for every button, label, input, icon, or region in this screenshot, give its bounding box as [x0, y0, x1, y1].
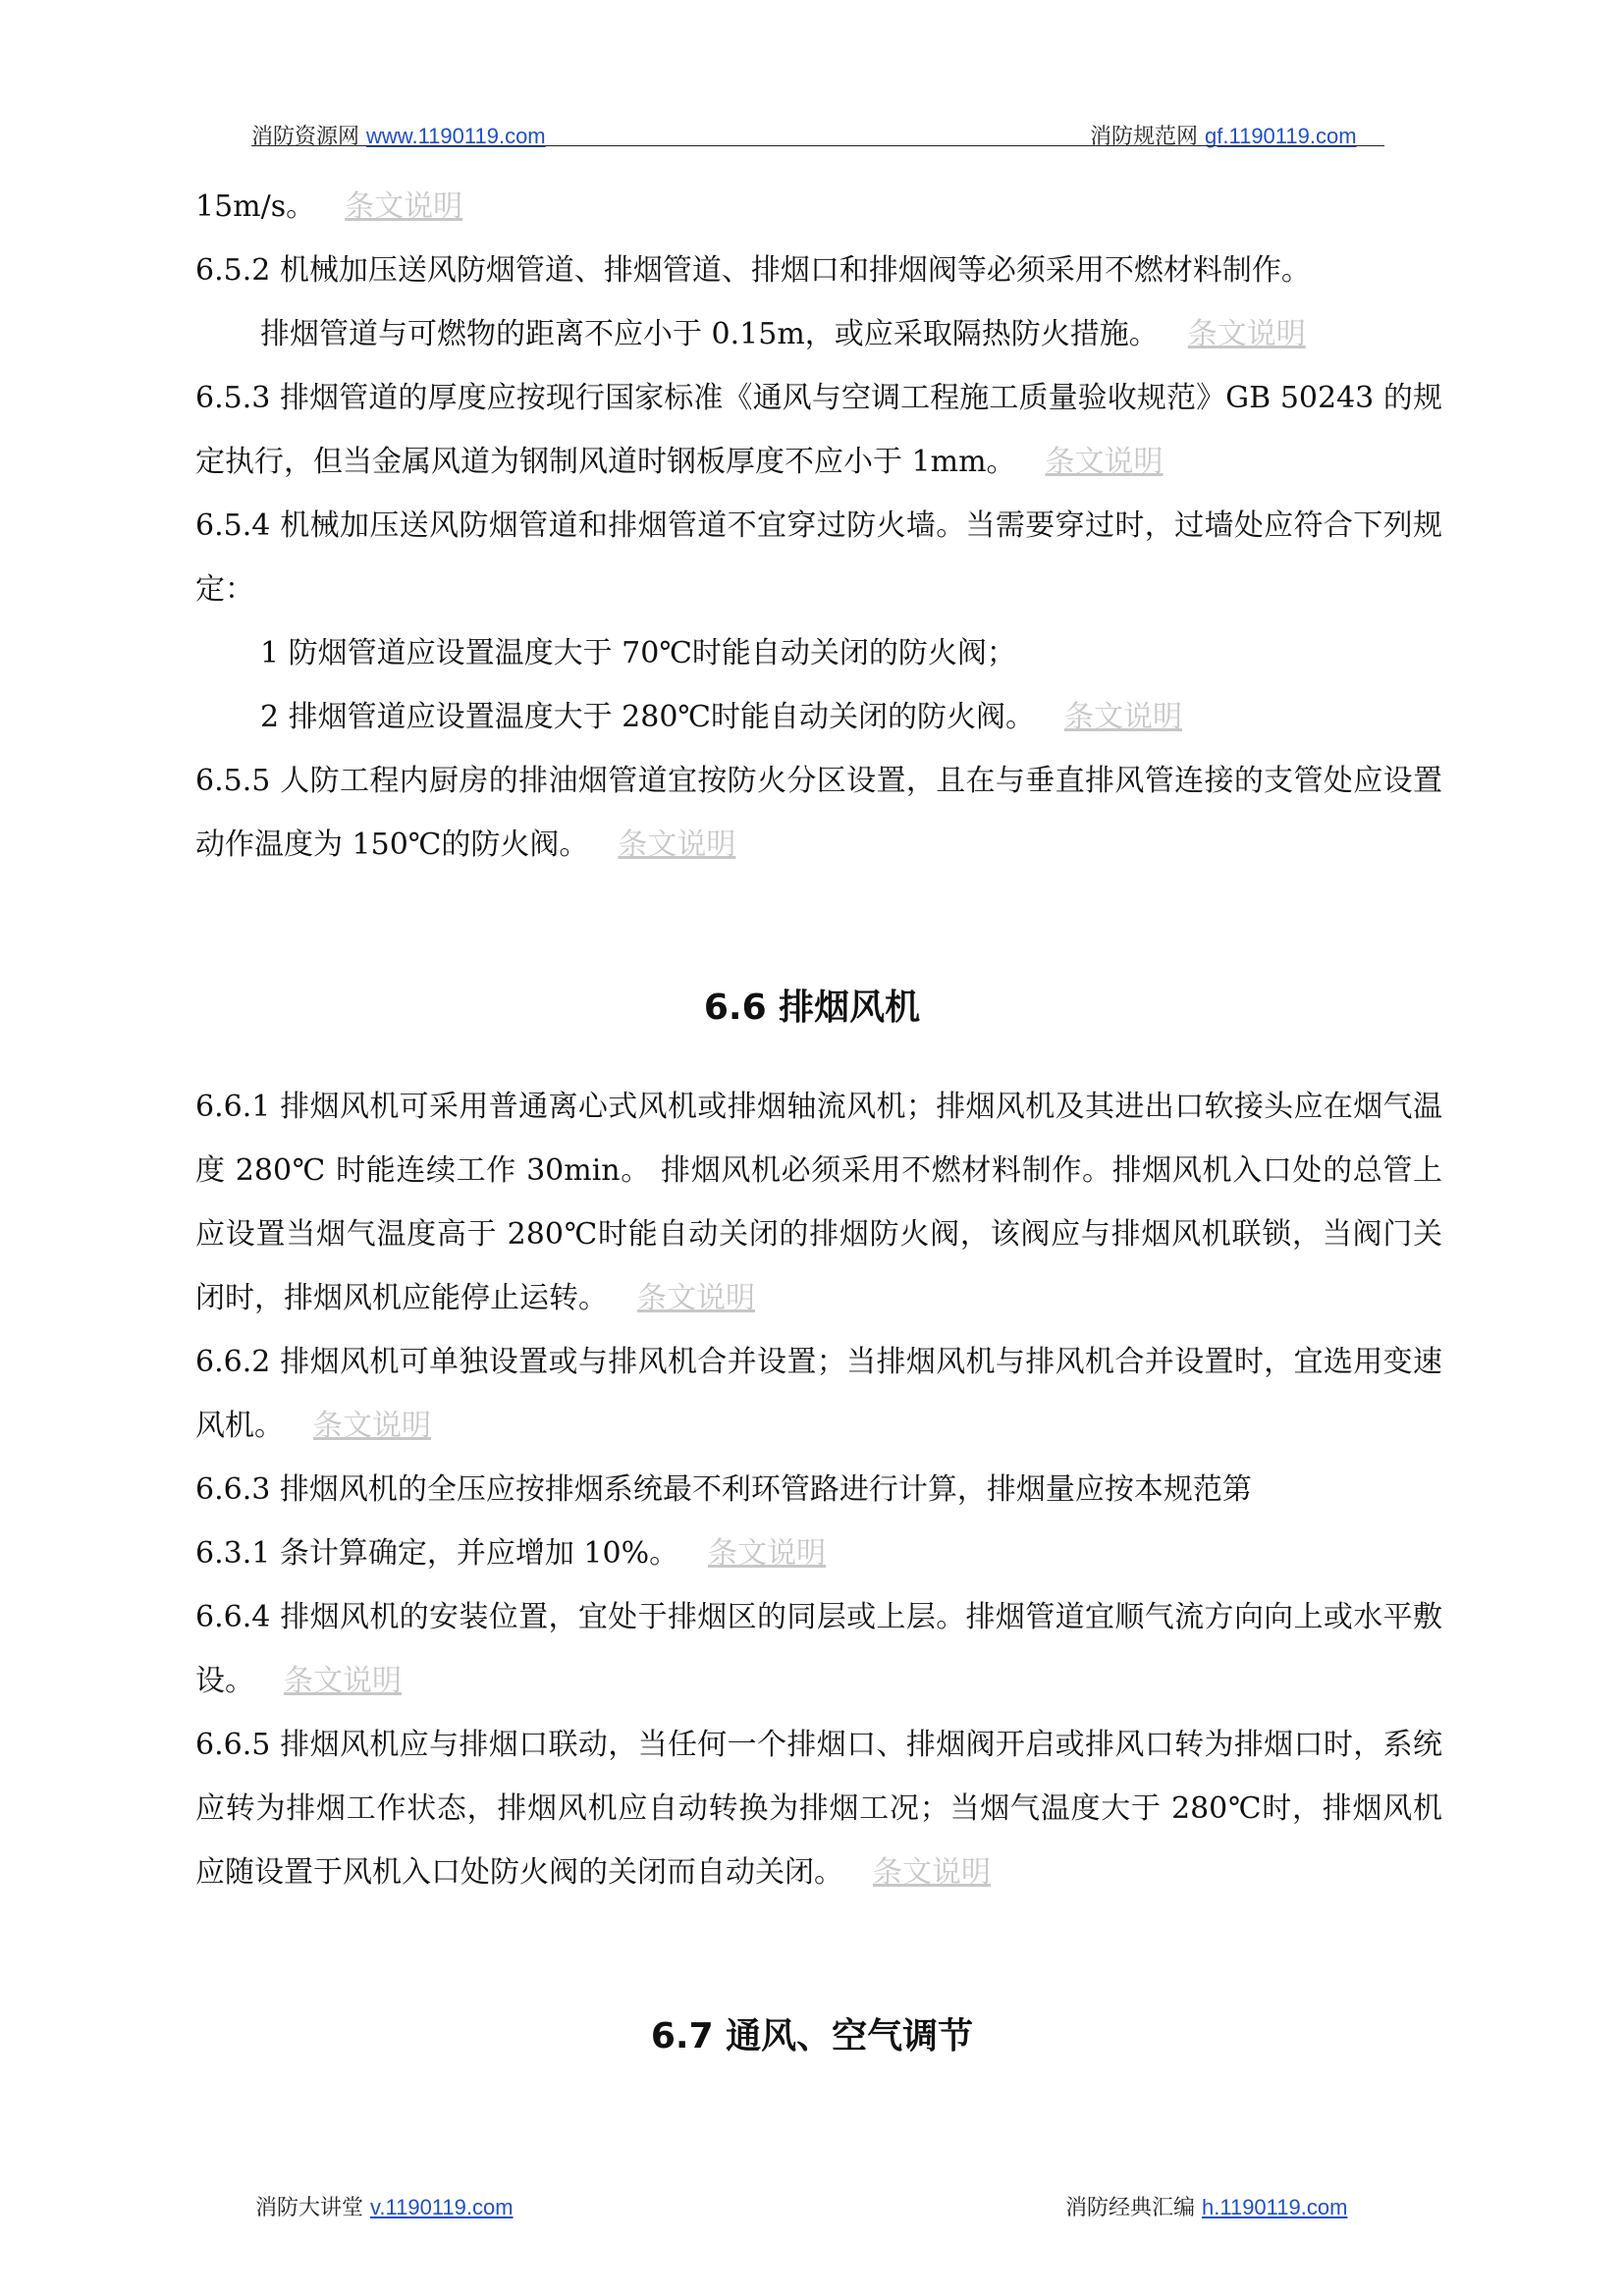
text-line: 6.6.1 排烟风机可采用普通离心式风机或排烟轴流风机；排烟风机及其进出口软接头应在烟气温度 280℃ 时能连续工作 30min。 排烟风机必须采用不燃材料制作。排烟风机入口处的总管上应设置当烟气温度高于 280℃时能自动关闭的排烟防火阀，该阀应与排烟风机联锁，当阀门关闭时，排烟风机应能停止运转。	[195, 1090, 1442, 1315]
text-line: 6.6.5 排烟风机应与排烟口联动，当任何一个排烟口、排烟阀开启或排风口转为排烟口时，系统应转为排烟工作状态，排烟风机应自动转换为排烟工况；当烟气温度大于 280℃时，排烟风机应随设置于风机入口处防火阀的关闭而自动关闭。	[195, 1728, 1442, 1890]
text-line: 6.5.3 排烟管道的厚度应按现行国家标准《通风与空调工程施工质量验收规范》GB 50243 的规定执行，但当金属风道为钢制风道时钢板厚度不应小于 1mm。	[195, 381, 1442, 479]
paragraph	[195, 175, 1442, 239]
text-line: 15m/s。	[195, 189, 316, 224]
header-left-link[interactable]: www.1190119.com	[366, 124, 546, 148]
paragraph	[195, 685, 1442, 749]
text-line: 6.5.2 机械加压送风防烟管道、排烟管道、排烟口和排烟阀等必须采用不燃材料制作。	[195, 253, 1311, 288]
footer-left-link[interactable]: v.1190119.com	[370, 2195, 514, 2219]
footer-left-label: 消防大讲堂	[255, 2196, 364, 2220]
section-6-6-body	[195, 1075, 1442, 1904]
clause-explanation-link[interactable]: 条文说明	[284, 1664, 402, 1698]
footer-left	[255, 2191, 514, 2221]
footer-right	[1065, 2191, 1347, 2221]
text-line: 6.6.2 排烟风机可单独设置或与排风机合并设置；当排烟风机与排风机合并设置时，宜选用变速风机。	[195, 1345, 1442, 1443]
clause-explanation-link[interactable]: 条文说明	[313, 1409, 431, 1443]
paragraph	[195, 494, 1442, 621]
clause-explanation-link[interactable]: 条文说明	[345, 189, 463, 224]
paragraph	[195, 621, 1442, 685]
section-heading-6-6: 6.6 排烟风机	[703, 988, 921, 1028]
header-right-link[interactable]: gf.1190119.com	[1205, 124, 1357, 148]
footer-right-label: 消防经典汇编	[1065, 2196, 1196, 2220]
section-6-5-body	[195, 175, 1442, 877]
text-line: 6.6.4 排烟风机的安装位置，宜处于排烟区的同层或上层。排烟管道宜顺气流方向向上或水平敷设。	[195, 1600, 1442, 1698]
paragraph	[195, 1075, 1442, 1330]
paragraph	[195, 1330, 1442, 1458]
text-line: 6.5.4 机械加压送风防烟管道和排烟管道不宜穿过防火墙。当需要穿过时，过墙处应符合下列规定：	[195, 508, 1442, 607]
section-heading-6-7: 6.7 通风、空气调节	[650, 2016, 974, 2056]
paragraph	[195, 1458, 1442, 1522]
paragraph	[195, 1713, 1442, 1904]
paragraph	[195, 366, 1442, 494]
text-line: 排烟管道与可燃物的距离不应小于 0.15m，或应采取隔热防火措施。	[260, 317, 1159, 351]
clause-explanation-link[interactable]: 条文说明	[1063, 700, 1182, 734]
text-line: 6.3.1 条计算确定，并应增加 10%。	[195, 1536, 679, 1571]
paragraph	[195, 302, 1442, 366]
clause-explanation-link[interactable]: 条文说明	[1045, 445, 1164, 479]
paragraph	[195, 749, 1442, 877]
paragraph	[195, 239, 1442, 302]
clause-explanation-link[interactable]: 条文说明	[708, 1536, 827, 1571]
clause-explanation-link[interactable]: 条文说明	[873, 1855, 991, 1890]
text-line: 6.5.5 人防工程内厨房的排油烟管道宜按防火分区设置，且在与垂直排风管连接的支管处应设置动作温度为 150℃的防火阀。	[195, 764, 1442, 862]
footer-right-link[interactable]: h.1190119.com	[1202, 2195, 1348, 2219]
clause-explanation-link[interactable]: 条文说明	[1187, 317, 1306, 351]
text-line: 1 防烟管道应设置温度大于 70℃时能自动关闭的防火阀；	[260, 636, 1016, 670]
header-right-label: 消防规范网	[1090, 125, 1199, 149]
paragraph	[195, 1585, 1442, 1713]
clause-explanation-link[interactable]: 条文说明	[618, 828, 736, 862]
text-line: 2 排烟管道应设置温度大于 280℃时能自动关闭的防火阀。	[260, 700, 1035, 734]
clause-explanation-link[interactable]: 条文说明	[637, 1281, 755, 1315]
paragraph	[195, 1522, 1442, 1585]
header-divider	[251, 145, 1384, 146]
text-line: 6.6.3 排烟风机的全压应按排烟系统最不利环管路进行计算，排烟量应按本规范第	[195, 1472, 1252, 1507]
header-left-label: 消防资源网	[251, 125, 360, 149]
